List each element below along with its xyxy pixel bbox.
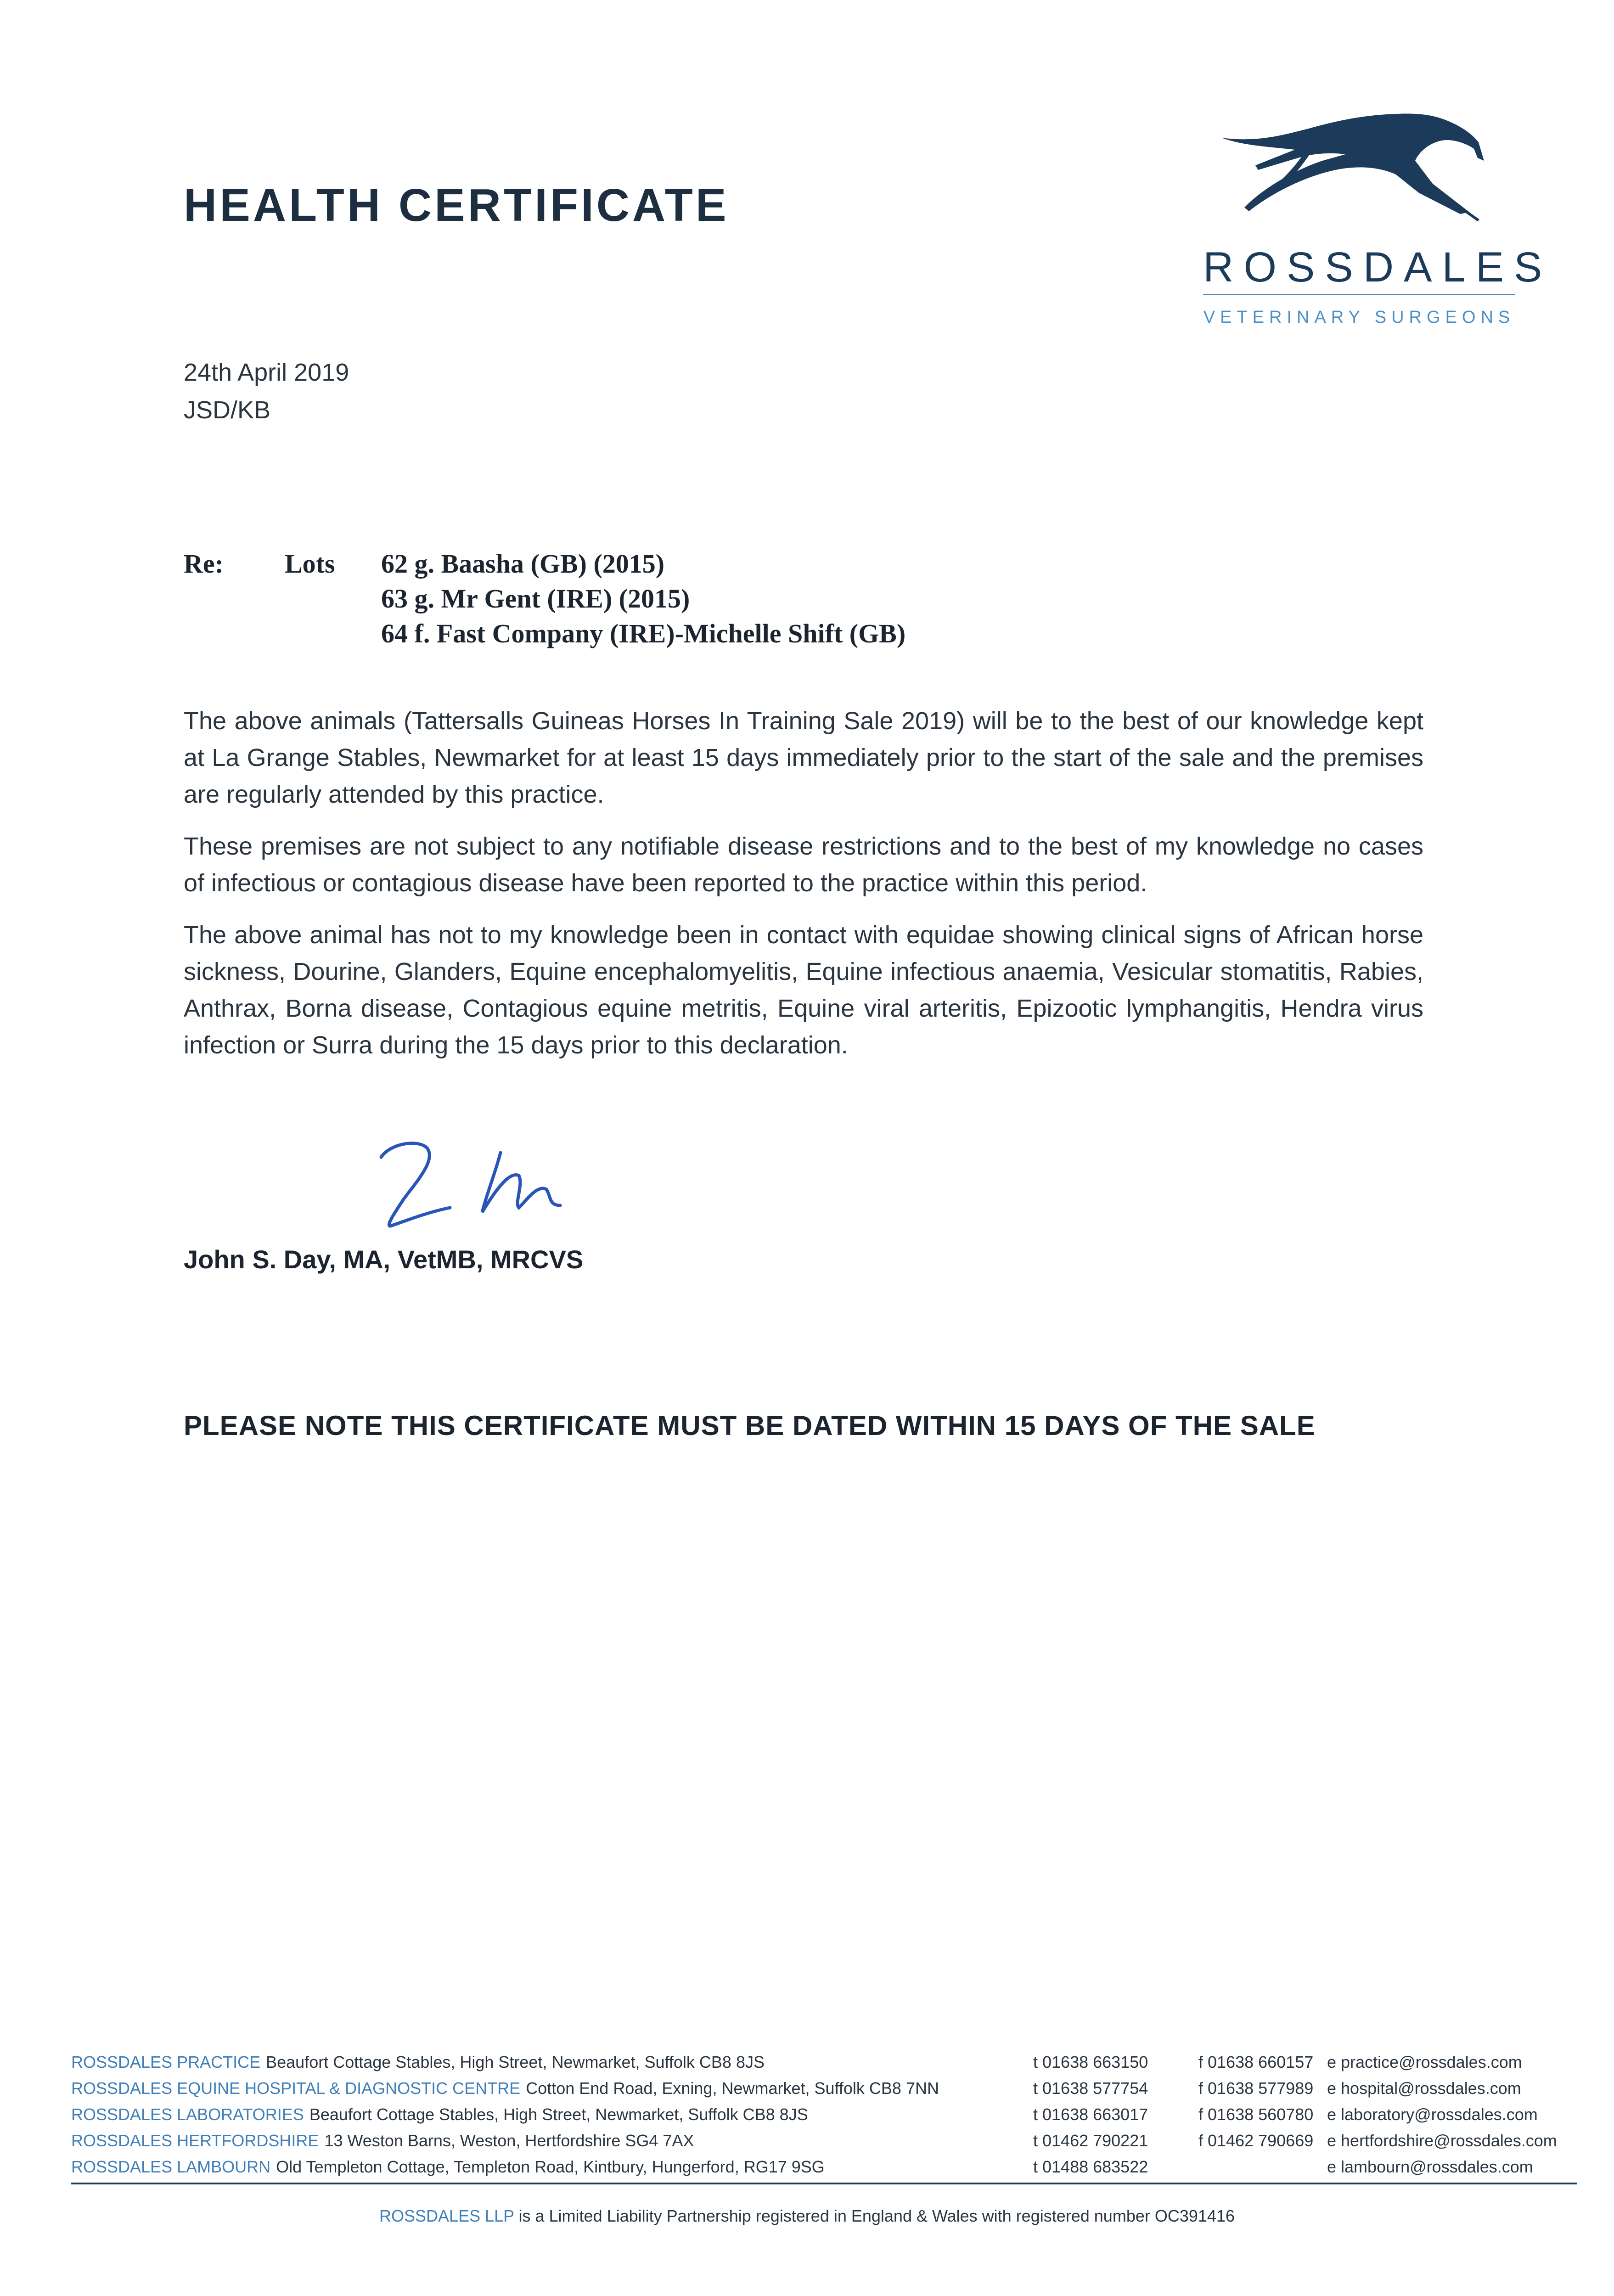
- office-address: Old Templeton Cottage, Templeton Road, Kintbury, Hungerford, RG17 9SG: [276, 2157, 825, 2176]
- logo-subtitle: VETERINARY SURGEONS: [1203, 308, 1515, 327]
- rossdales-logo: [1185, 110, 1552, 340]
- legal-name: ROSSDALES LLP: [379, 2206, 514, 2225]
- lots-list: [381, 546, 905, 651]
- office-email: e hospital@rossdales.com: [1327, 2079, 1521, 2098]
- galloping-horse-icon: [1203, 110, 1515, 234]
- office-phone: t 01638 663017: [1033, 2105, 1148, 2124]
- office-name: ROSSDALES PRACTICE: [71, 2053, 261, 2071]
- office-row: [71, 2157, 1577, 2183]
- office-phone: t 01462 790221: [1033, 2131, 1148, 2150]
- office-row: [71, 2053, 1577, 2079]
- office-name: ROSSDALES LABORATORIES: [71, 2105, 304, 2124]
- office-address: Beaufort Cottage Stables, High Street, Newmarket, Suffolk CB8 8JS: [266, 2053, 765, 2071]
- lot-item: 62 g. Baasha (GB) (2015): [381, 549, 665, 579]
- legal-notice: [0, 2206, 1614, 2226]
- office-phone: t 01638 663150: [1033, 2053, 1148, 2071]
- office-name: ROSSDALES HERTFORDSHIRE: [71, 2131, 319, 2150]
- office-fax: f 01638 577989: [1198, 2079, 1314, 2098]
- handwritten-signature: [363, 1120, 602, 1240]
- office-phone: t 01638 577754: [1033, 2079, 1148, 2098]
- footer-offices: [71, 2053, 1577, 2183]
- office-phone: t 01488 683522: [1033, 2157, 1148, 2176]
- legal-text: is a Limited Liability Partnership registered in England & Wales with registered number OC391416: [518, 2206, 1235, 2225]
- logo-wordmark: ROSSDALES: [1203, 244, 1552, 291]
- office-row: [71, 2105, 1577, 2131]
- office-address: Beaufort Cottage Stables, High Street, Newmarket, Suffolk CB8 8JS: [309, 2105, 808, 2124]
- office-fax: f 01462 790669: [1198, 2131, 1314, 2150]
- body-paragraph: The above animals (Tattersalls Guineas Horses In Training Sale 2019) will be to the best of our knowledge kept at La Grange Stables, Newmarket for at least 15 days immediately prior to the start of the sale and the premises are regularly attended by this practice.: [184, 707, 1423, 808]
- letter-meta: [184, 354, 349, 429]
- office-email: e hertfordshire@rossdales.com: [1327, 2131, 1557, 2150]
- office-row: [71, 2131, 1577, 2157]
- office-email: e practice@rossdales.com: [1327, 2053, 1522, 2071]
- lot-item: 64 f. Fast Company (IRE)-Michelle Shift (GB): [381, 619, 906, 648]
- office-row: [71, 2079, 1577, 2105]
- lots-label: Lots: [285, 549, 335, 579]
- logo-divider: [1203, 294, 1515, 295]
- re-label: Re:: [184, 549, 224, 579]
- office-name: ROSSDALES EQUINE HOSPITAL & DIAGNOSTIC CENTRE: [71, 2079, 521, 2098]
- office-fax: f 01638 560780: [1198, 2105, 1314, 2124]
- date-notice: PLEASE NOTE THIS CERTIFICATE MUST BE DATED WITHIN 15 DAYS OF THE SALE: [184, 1410, 1316, 1441]
- office-email: e laboratory@rossdales.com: [1327, 2105, 1538, 2124]
- office-address: Cotton End Road, Exning, Newmarket, Suffolk CB8 7NN: [526, 2079, 939, 2098]
- office-email: e lambourn@rossdales.com: [1327, 2157, 1533, 2176]
- office-fax: f 01638 660157: [1198, 2053, 1314, 2071]
- certificate-body: [184, 703, 1423, 1079]
- footer-divider: [71, 2183, 1577, 2184]
- body-paragraph: These premises are not subject to any notifiable disease restrictions and to the best of my knowledge no cases of infectious or contagious disease have been reported to the practice within this period.: [184, 833, 1423, 897]
- office-address: 13 Weston Barns, Weston, Hertfordshire SG4 7AX: [324, 2131, 694, 2150]
- page-title: HEALTH CERTIFICATE: [184, 180, 729, 231]
- lot-item: 63 g. Mr Gent (IRE) (2015): [381, 584, 690, 613]
- body-paragraph: The above animal has not to my knowledge been in contact with equidae showing clinical signs of African horse sickness, Dourine, Glanders, Equine encephalomyelitis, Equine infectious anaemia, Vesicular stomatitis, Rabies, Anthrax, Borna disease, Contagious equine metritis, Equine viral arteritis, Epizootic lymphangitis, Hendra virus infection or Surra during the 15 days prior to this declaration.: [184, 921, 1423, 1059]
- signer-name: John S. Day, MA, VetMB, MRCVS: [184, 1245, 584, 1274]
- letter-reference: JSD/KB: [184, 396, 271, 424]
- office-name: ROSSDALES LAMBOURN: [71, 2157, 271, 2176]
- letter-date: 24th April 2019: [184, 359, 349, 386]
